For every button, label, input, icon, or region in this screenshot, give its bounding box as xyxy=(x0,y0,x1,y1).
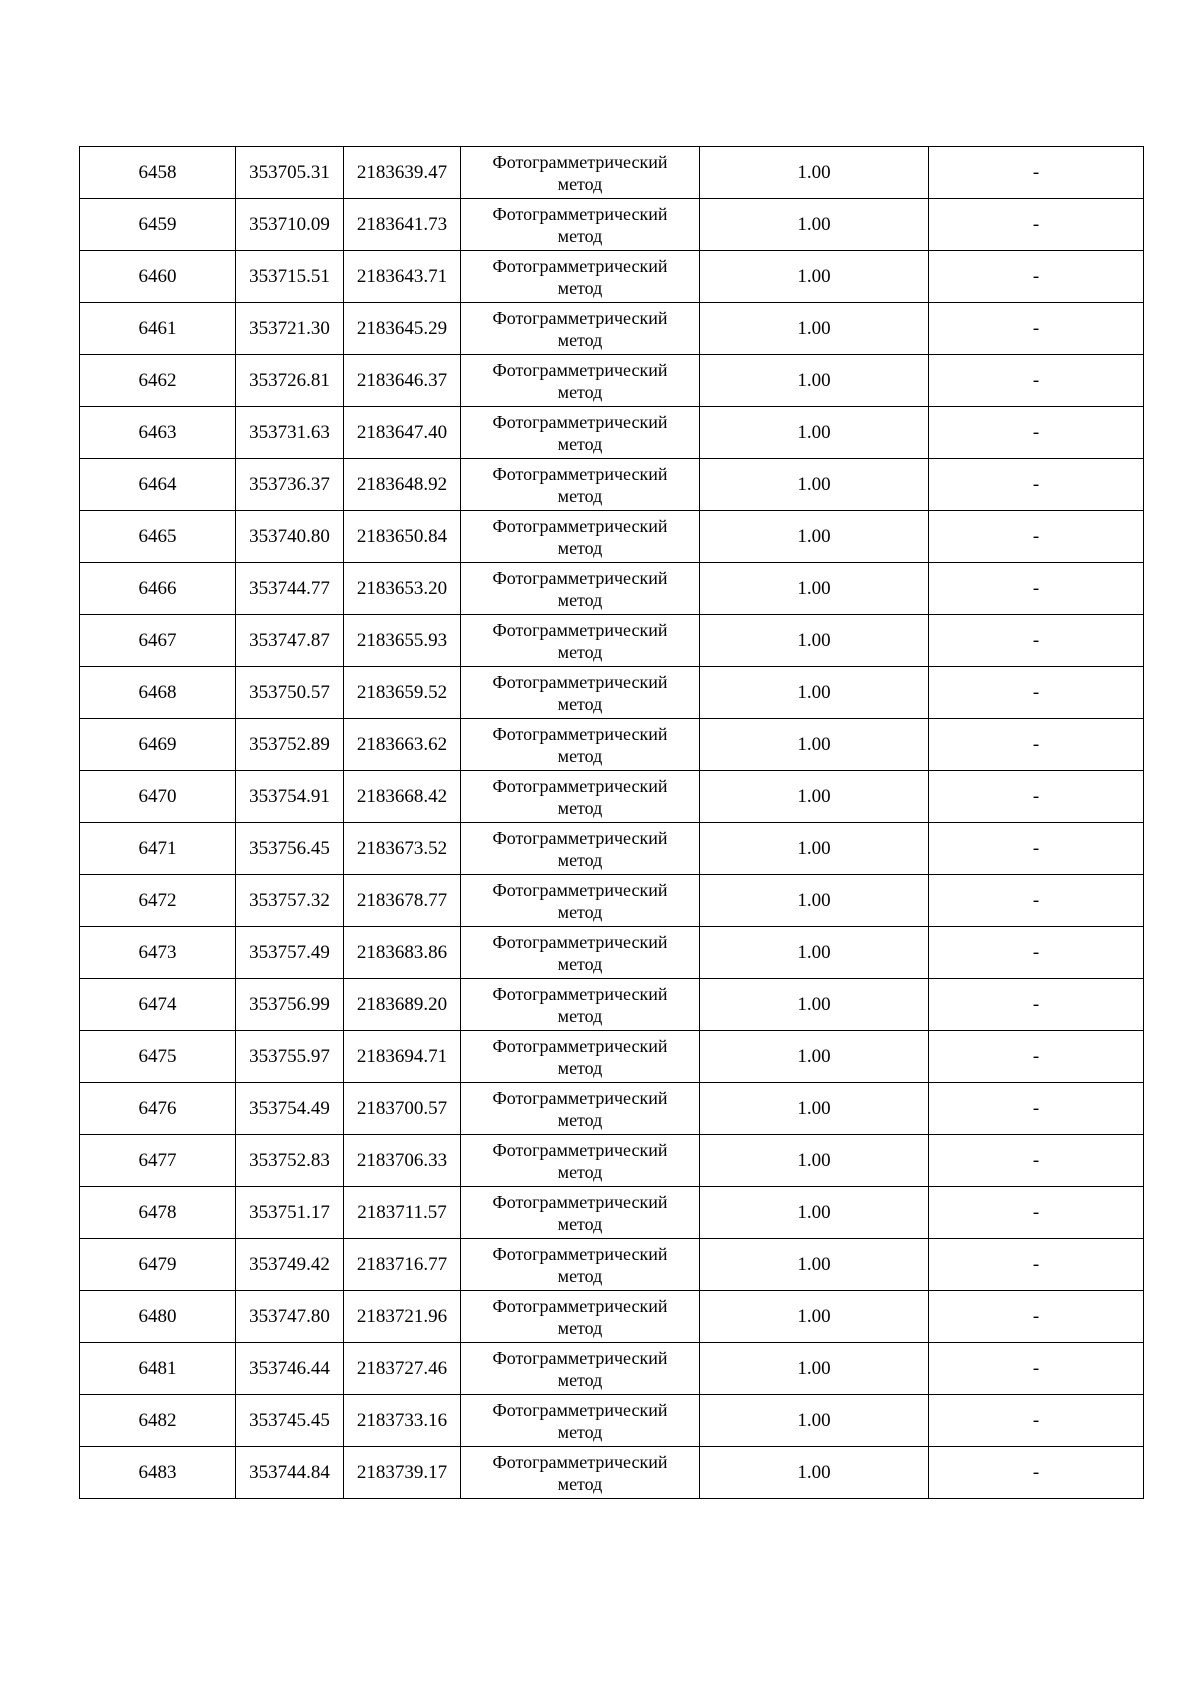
method-cell xyxy=(461,615,700,667)
method-line-2: метод xyxy=(557,1005,603,1026)
y-coordinate-cell: 2183650.84 xyxy=(344,511,461,563)
accuracy-cell: 1.00 xyxy=(700,1395,929,1447)
table-row xyxy=(80,303,1144,355)
method-line-1: Фотограмметрический xyxy=(492,463,668,484)
table-row xyxy=(80,615,1144,667)
method-line-2: метод xyxy=(557,433,603,454)
method-line-1: Фотограмметрический xyxy=(492,1347,668,1368)
note-cell: - xyxy=(929,823,1144,875)
table-row xyxy=(80,511,1144,563)
accuracy-cell: 1.00 xyxy=(700,1447,929,1499)
table-row xyxy=(80,1135,1144,1187)
y-coordinate-cell: 2183646.37 xyxy=(344,355,461,407)
point-number-cell: 6473 xyxy=(80,927,236,979)
method-cell xyxy=(461,1291,700,1343)
y-coordinate-cell: 2183648.92 xyxy=(344,459,461,511)
method-line-1: Фотограмметрический xyxy=(492,1295,668,1316)
method-line-1: Фотограмметрический xyxy=(492,411,668,432)
note-cell: - xyxy=(929,355,1144,407)
method-line-1: Фотограмметрический xyxy=(492,1243,668,1264)
accuracy-cell: 1.00 xyxy=(700,407,929,459)
accuracy-cell: 1.00 xyxy=(700,459,929,511)
y-coordinate-cell: 2183683.86 xyxy=(344,927,461,979)
note-cell: - xyxy=(929,511,1144,563)
method-cell xyxy=(461,1395,700,1447)
method-line-1: Фотограмметрический xyxy=(492,1191,668,1212)
method-line-2: метод xyxy=(557,173,603,194)
x-coordinate-cell: 353752.83 xyxy=(236,1135,344,1187)
method-line-1: Фотограмметрический xyxy=(492,879,668,900)
note-cell: - xyxy=(929,1239,1144,1291)
point-number-cell: 6471 xyxy=(80,823,236,875)
method-cell xyxy=(461,563,700,615)
note-cell: - xyxy=(929,1031,1144,1083)
y-coordinate-cell: 2183655.93 xyxy=(344,615,461,667)
accuracy-cell: 1.00 xyxy=(700,667,929,719)
method-line-2: метод xyxy=(557,1057,603,1078)
method-cell xyxy=(461,719,700,771)
accuracy-cell: 1.00 xyxy=(700,1291,929,1343)
x-coordinate-cell: 353747.80 xyxy=(236,1291,344,1343)
table-row xyxy=(80,1395,1144,1447)
method-cell xyxy=(461,1187,700,1239)
point-number-cell: 6472 xyxy=(80,875,236,927)
table-row xyxy=(80,1239,1144,1291)
note-cell: - xyxy=(929,1187,1144,1239)
point-number-cell: 6475 xyxy=(80,1031,236,1083)
method-line-1: Фотограмметрический xyxy=(492,775,668,796)
table-row xyxy=(80,927,1144,979)
method-line-2: метод xyxy=(557,641,603,662)
note-cell: - xyxy=(929,667,1144,719)
point-number-cell: 6479 xyxy=(80,1239,236,1291)
point-number-cell: 6474 xyxy=(80,979,236,1031)
table-row xyxy=(80,667,1144,719)
method-line-1: Фотограмметрический xyxy=(492,567,668,588)
accuracy-cell: 1.00 xyxy=(700,875,929,927)
method-line-2: метод xyxy=(557,1421,603,1442)
method-line-1: Фотограмметрический xyxy=(492,151,668,172)
method-line-2: метод xyxy=(557,329,603,350)
x-coordinate-cell: 353757.49 xyxy=(236,927,344,979)
method-line-2: метод xyxy=(557,1109,603,1130)
x-coordinate-cell: 353740.80 xyxy=(236,511,344,563)
y-coordinate-cell: 2183673.52 xyxy=(344,823,461,875)
note-cell: - xyxy=(929,771,1144,823)
y-coordinate-cell: 2183647.40 xyxy=(344,407,461,459)
y-coordinate-cell: 2183653.20 xyxy=(344,563,461,615)
accuracy-cell: 1.00 xyxy=(700,1343,929,1395)
y-coordinate-cell: 2183733.16 xyxy=(344,1395,461,1447)
point-number-cell: 6469 xyxy=(80,719,236,771)
point-number-cell: 6458 xyxy=(80,147,236,199)
y-coordinate-cell: 2183727.46 xyxy=(344,1343,461,1395)
x-coordinate-cell: 353756.45 xyxy=(236,823,344,875)
method-line-2: метод xyxy=(557,745,603,766)
y-coordinate-cell: 2183694.71 xyxy=(344,1031,461,1083)
y-coordinate-cell: 2183668.42 xyxy=(344,771,461,823)
x-coordinate-cell: 353754.91 xyxy=(236,771,344,823)
method-line-1: Фотограмметрический xyxy=(492,619,668,640)
accuracy-cell: 1.00 xyxy=(700,199,929,251)
point-number-cell: 6476 xyxy=(80,1083,236,1135)
note-cell: - xyxy=(929,719,1144,771)
method-line-2: метод xyxy=(557,953,603,974)
y-coordinate-cell: 2183639.47 xyxy=(344,147,461,199)
method-line-2: метод xyxy=(557,797,603,818)
table-row xyxy=(80,1187,1144,1239)
point-number-cell: 6460 xyxy=(80,251,236,303)
method-line-1: Фотограмметрический xyxy=(492,1139,668,1160)
y-coordinate-cell: 2183716.77 xyxy=(344,1239,461,1291)
method-cell xyxy=(461,355,700,407)
accuracy-cell: 1.00 xyxy=(700,563,929,615)
x-coordinate-cell: 353715.51 xyxy=(236,251,344,303)
accuracy-cell: 1.00 xyxy=(700,511,929,563)
table-row xyxy=(80,875,1144,927)
method-cell xyxy=(461,1447,700,1499)
point-number-cell: 6463 xyxy=(80,407,236,459)
note-cell: - xyxy=(929,1083,1144,1135)
method-cell xyxy=(461,199,700,251)
x-coordinate-cell: 353751.17 xyxy=(236,1187,344,1239)
y-coordinate-cell: 2183659.52 xyxy=(344,667,461,719)
accuracy-cell: 1.00 xyxy=(700,147,929,199)
accuracy-cell: 1.00 xyxy=(700,823,929,875)
table-row xyxy=(80,823,1144,875)
method-cell xyxy=(461,459,700,511)
accuracy-cell: 1.00 xyxy=(700,355,929,407)
y-coordinate-cell: 2183641.73 xyxy=(344,199,461,251)
point-number-cell: 6461 xyxy=(80,303,236,355)
method-cell xyxy=(461,1343,700,1395)
method-line-2: метод xyxy=(557,381,603,402)
note-cell: - xyxy=(929,875,1144,927)
y-coordinate-cell: 2183643.71 xyxy=(344,251,461,303)
point-number-cell: 6482 xyxy=(80,1395,236,1447)
method-cell xyxy=(461,667,700,719)
table-row xyxy=(80,979,1144,1031)
accuracy-cell: 1.00 xyxy=(700,1187,929,1239)
method-line-1: Фотограмметрический xyxy=(492,515,668,536)
point-number-cell: 6465 xyxy=(80,511,236,563)
method-line-2: метод xyxy=(557,589,603,610)
method-line-2: метод xyxy=(557,225,603,246)
y-coordinate-cell: 2183645.29 xyxy=(344,303,461,355)
method-line-1: Фотограмметрический xyxy=(492,1399,668,1420)
x-coordinate-cell: 353756.99 xyxy=(236,979,344,1031)
coordinates-table-body xyxy=(80,147,1144,1499)
x-coordinate-cell: 353710.09 xyxy=(236,199,344,251)
method-line-2: метод xyxy=(557,1265,603,1286)
x-coordinate-cell: 353744.84 xyxy=(236,1447,344,1499)
point-number-cell: 6483 xyxy=(80,1447,236,1499)
y-coordinate-cell: 2183711.57 xyxy=(344,1187,461,1239)
method-line-2: метод xyxy=(557,849,603,870)
x-coordinate-cell: 353747.87 xyxy=(236,615,344,667)
x-coordinate-cell: 353757.32 xyxy=(236,875,344,927)
accuracy-cell: 1.00 xyxy=(700,719,929,771)
x-coordinate-cell: 353752.89 xyxy=(236,719,344,771)
note-cell: - xyxy=(929,1343,1144,1395)
method-cell xyxy=(461,1135,700,1187)
method-cell xyxy=(461,979,700,1031)
accuracy-cell: 1.00 xyxy=(700,1135,929,1187)
x-coordinate-cell: 353754.49 xyxy=(236,1083,344,1135)
method-cell xyxy=(461,251,700,303)
point-number-cell: 6470 xyxy=(80,771,236,823)
point-number-cell: 6466 xyxy=(80,563,236,615)
note-cell: - xyxy=(929,563,1144,615)
accuracy-cell: 1.00 xyxy=(700,615,929,667)
method-line-1: Фотограмметрический xyxy=(492,1035,668,1056)
x-coordinate-cell: 353705.31 xyxy=(236,147,344,199)
method-cell xyxy=(461,927,700,979)
note-cell: - xyxy=(929,147,1144,199)
note-cell: - xyxy=(929,407,1144,459)
table-row xyxy=(80,199,1144,251)
method-line-1: Фотограмметрический xyxy=(492,671,668,692)
method-cell xyxy=(461,771,700,823)
note-cell: - xyxy=(929,459,1144,511)
accuracy-cell: 1.00 xyxy=(700,303,929,355)
method-cell xyxy=(461,1031,700,1083)
table-row xyxy=(80,1343,1144,1395)
y-coordinate-cell: 2183689.20 xyxy=(344,979,461,1031)
coordinates-table xyxy=(79,146,1144,1499)
method-cell xyxy=(461,1083,700,1135)
method-cell xyxy=(461,823,700,875)
point-number-cell: 6464 xyxy=(80,459,236,511)
note-cell: - xyxy=(929,1291,1144,1343)
table-row xyxy=(80,407,1144,459)
table-row xyxy=(80,251,1144,303)
method-cell xyxy=(461,1239,700,1291)
accuracy-cell: 1.00 xyxy=(700,1239,929,1291)
method-line-2: метод xyxy=(557,1213,603,1234)
method-line-1: Фотограмметрический xyxy=(492,255,668,276)
method-cell xyxy=(461,147,700,199)
point-number-cell: 6468 xyxy=(80,667,236,719)
method-cell xyxy=(461,407,700,459)
method-line-1: Фотограмметрический xyxy=(492,827,668,848)
point-number-cell: 6467 xyxy=(80,615,236,667)
method-line-2: метод xyxy=(557,277,603,298)
method-line-1: Фотограмметрический xyxy=(492,359,668,380)
method-cell xyxy=(461,303,700,355)
point-number-cell: 6478 xyxy=(80,1187,236,1239)
x-coordinate-cell: 353746.44 xyxy=(236,1343,344,1395)
note-cell: - xyxy=(929,979,1144,1031)
table-row xyxy=(80,1447,1144,1499)
table-row xyxy=(80,147,1144,199)
point-number-cell: 6477 xyxy=(80,1135,236,1187)
x-coordinate-cell: 353755.97 xyxy=(236,1031,344,1083)
accuracy-cell: 1.00 xyxy=(700,1031,929,1083)
x-coordinate-cell: 353736.37 xyxy=(236,459,344,511)
method-line-2: метод xyxy=(557,1161,603,1182)
table-row xyxy=(80,1031,1144,1083)
method-line-1: Фотограмметрический xyxy=(492,307,668,328)
method-line-1: Фотограмметрический xyxy=(492,983,668,1004)
x-coordinate-cell: 353726.81 xyxy=(236,355,344,407)
note-cell: - xyxy=(929,1135,1144,1187)
method-line-1: Фотограмметрический xyxy=(492,1087,668,1108)
point-number-cell: 6480 xyxy=(80,1291,236,1343)
note-cell: - xyxy=(929,303,1144,355)
table-row xyxy=(80,459,1144,511)
y-coordinate-cell: 2183739.17 xyxy=(344,1447,461,1499)
table-row xyxy=(80,1291,1144,1343)
note-cell: - xyxy=(929,199,1144,251)
method-line-2: метод xyxy=(557,537,603,558)
note-cell: - xyxy=(929,1395,1144,1447)
accuracy-cell: 1.00 xyxy=(700,979,929,1031)
x-coordinate-cell: 353750.57 xyxy=(236,667,344,719)
method-line-1: Фотограмметрический xyxy=(492,1451,668,1472)
note-cell: - xyxy=(929,615,1144,667)
method-cell xyxy=(461,511,700,563)
x-coordinate-cell: 353745.45 xyxy=(236,1395,344,1447)
y-coordinate-cell: 2183721.96 xyxy=(344,1291,461,1343)
table-row xyxy=(80,563,1144,615)
y-coordinate-cell: 2183678.77 xyxy=(344,875,461,927)
x-coordinate-cell: 353721.30 xyxy=(236,303,344,355)
method-line-2: метод xyxy=(557,1317,603,1338)
table-row xyxy=(80,719,1144,771)
accuracy-cell: 1.00 xyxy=(700,251,929,303)
point-number-cell: 6462 xyxy=(80,355,236,407)
method-line-2: метод xyxy=(557,693,603,714)
note-cell: - xyxy=(929,1447,1144,1499)
accuracy-cell: 1.00 xyxy=(700,771,929,823)
method-line-2: метод xyxy=(557,1369,603,1390)
method-cell xyxy=(461,875,700,927)
x-coordinate-cell: 353744.77 xyxy=(236,563,344,615)
accuracy-cell: 1.00 xyxy=(700,927,929,979)
y-coordinate-cell: 2183700.57 xyxy=(344,1083,461,1135)
table-row xyxy=(80,355,1144,407)
accuracy-cell: 1.00 xyxy=(700,1083,929,1135)
method-line-2: метод xyxy=(557,901,603,922)
point-number-cell: 6481 xyxy=(80,1343,236,1395)
method-line-1: Фотограмметрический xyxy=(492,203,668,224)
y-coordinate-cell: 2183663.62 xyxy=(344,719,461,771)
note-cell: - xyxy=(929,251,1144,303)
method-line-2: метод xyxy=(557,1473,603,1494)
table-row xyxy=(80,771,1144,823)
table-row xyxy=(80,1083,1144,1135)
method-line-1: Фотограмметрический xyxy=(492,723,668,744)
note-cell: - xyxy=(929,927,1144,979)
y-coordinate-cell: 2183706.33 xyxy=(344,1135,461,1187)
method-line-1: Фотограмметрический xyxy=(492,931,668,952)
point-number-cell: 6459 xyxy=(80,199,236,251)
x-coordinate-cell: 353731.63 xyxy=(236,407,344,459)
method-line-2: метод xyxy=(557,485,603,506)
x-coordinate-cell: 353749.42 xyxy=(236,1239,344,1291)
